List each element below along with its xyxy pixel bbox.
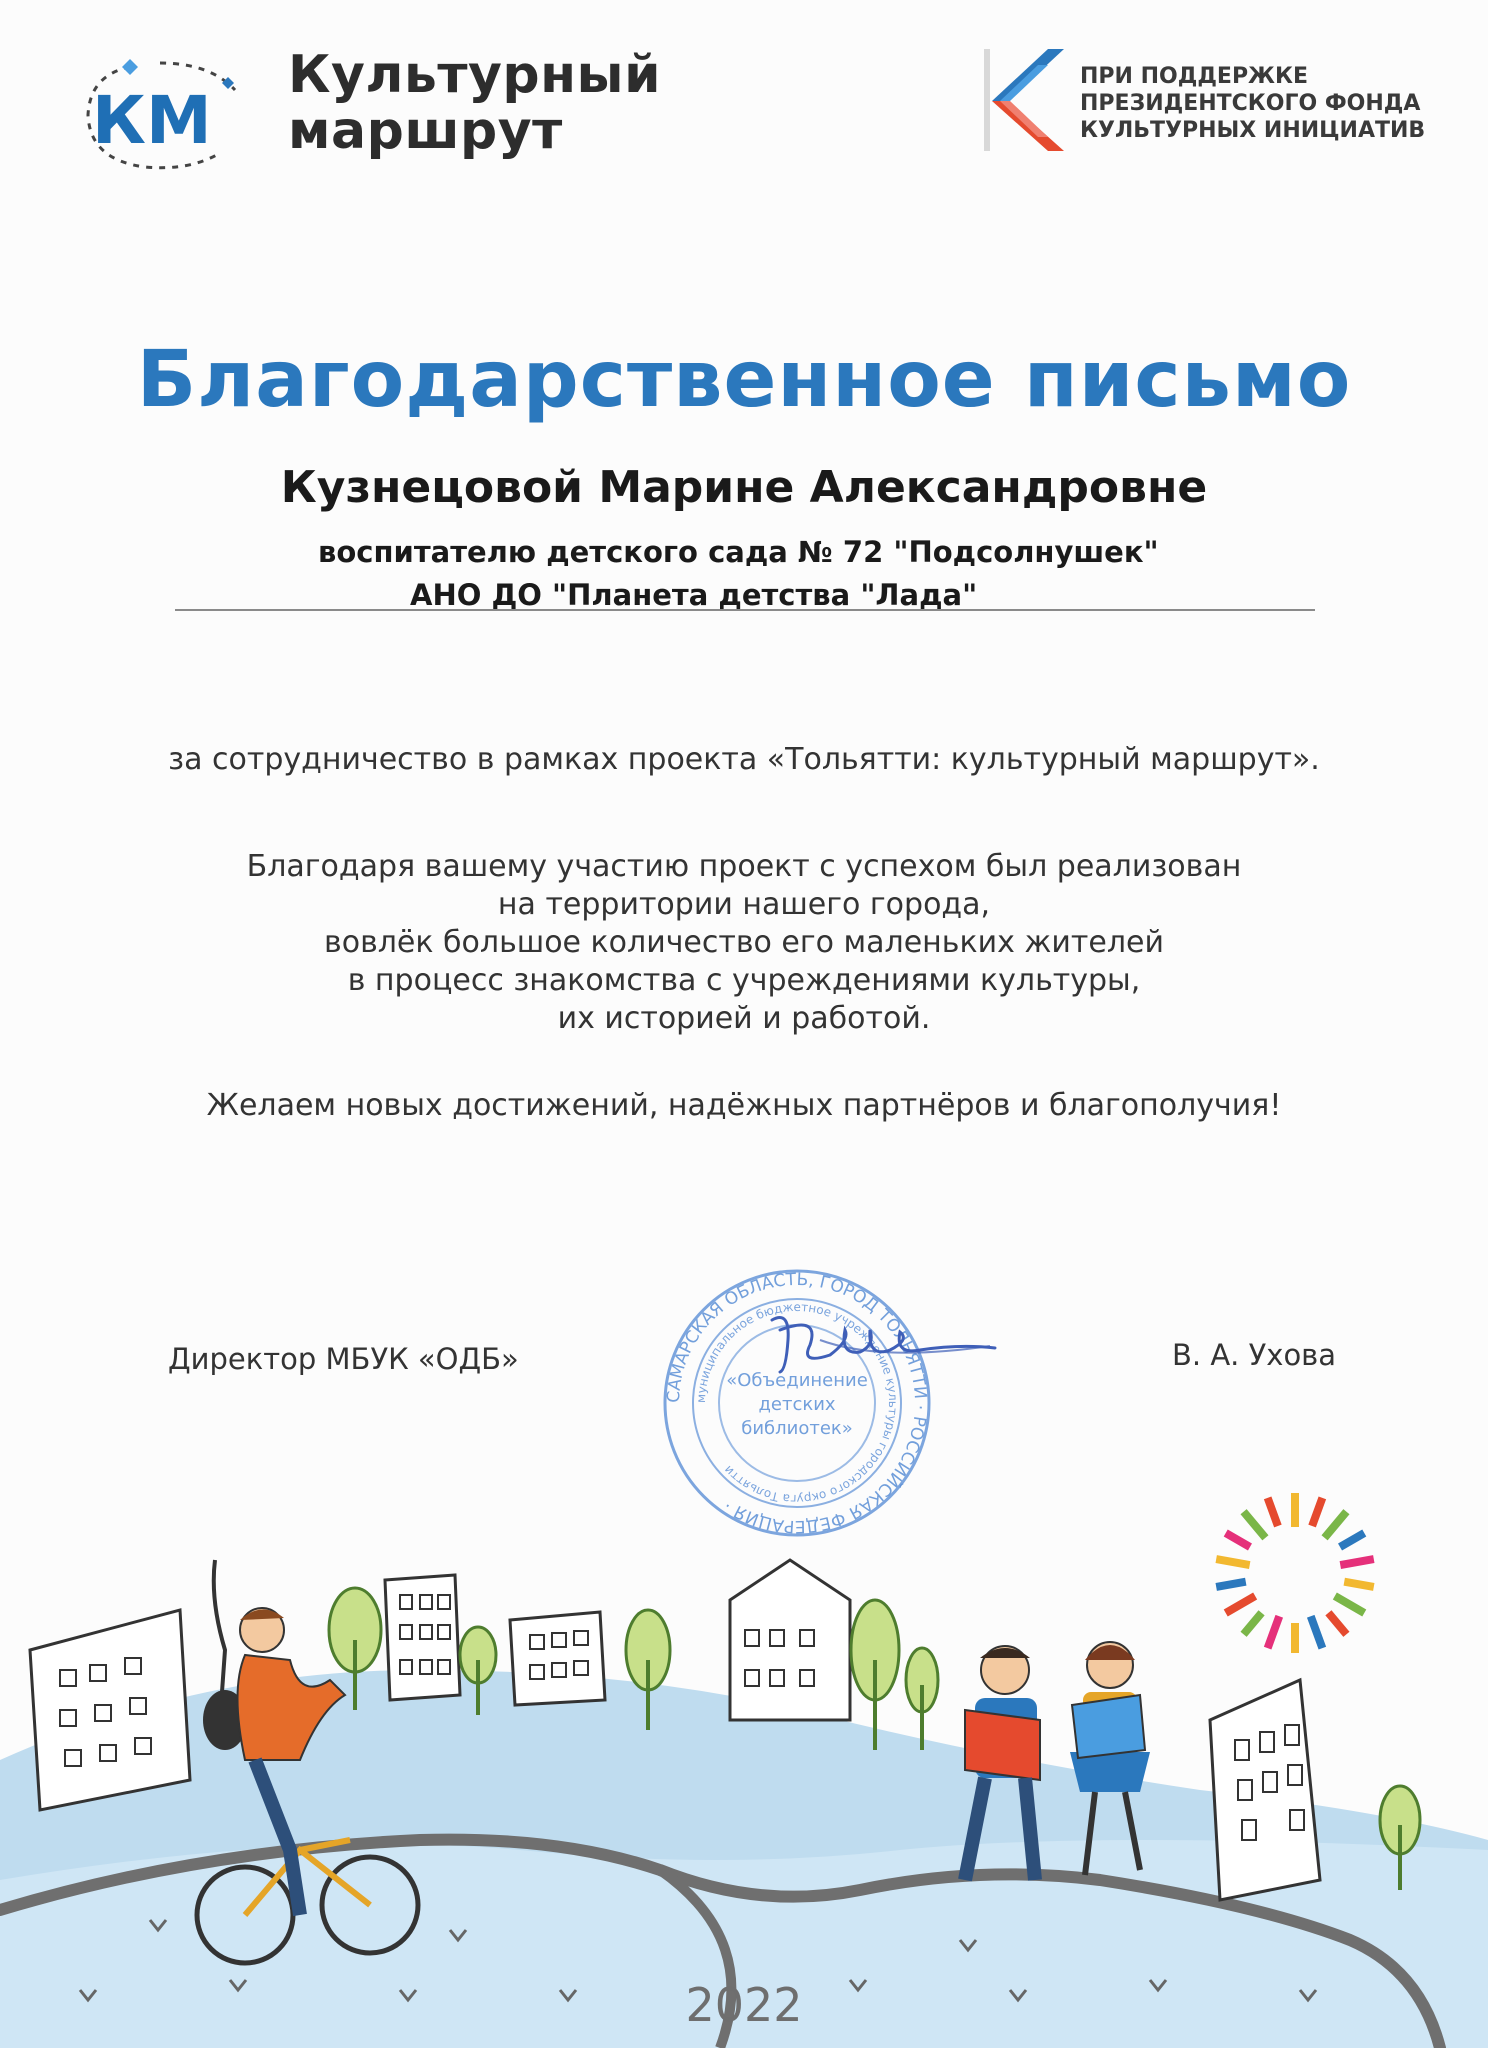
signer-name: В. А. Ухова [1172, 1338, 1337, 1372]
handwritten-signature [760, 1300, 1000, 1390]
letter-body [0, 848, 1488, 1038]
body-line: в процесс знакомства с учреждениями культуры, [347, 963, 1141, 998]
recipient-position-line1: воспитателю детского сада № 72 "Подсолнушек" [318, 535, 1159, 569]
svg-text:САМАРСКАЯ ОБЛАСТЬ, ГОРОД ТОЛЬЯ: САМАРСКАЯ ОБЛАСТЬ, ГОРОД ТОЛЬЯТТИ · РОССИЙСКАЯ ФЕДЕРАЦИЯ · [663, 1269, 931, 1537]
body-line: их историей и работой. [557, 1001, 931, 1036]
recipient-underline [175, 609, 1315, 611]
presidential-fund-logo [978, 45, 1448, 155]
letter-title: Благодарственное письмо [136, 335, 1352, 425]
letter-wishes: Желаем новых достижений, надёжных партнёров и благополучия! [206, 1088, 1282, 1123]
pf-line1: ПРИ ПОДДЕРЖКЕ [1080, 64, 1309, 89]
recipient-name: Кузнецовой Марине Александровне [280, 462, 1208, 513]
km-logo-text [288, 47, 661, 159]
svg-text:библиотек»: библиотек» [741, 1418, 853, 1439]
body-line: Благодаря вашему участию проект с успехом был реализован [246, 849, 1242, 884]
body-line: на территории нашего города, [497, 887, 991, 922]
svg-text:муниципальное бюджетное учрежд: муниципальное бюджетное учреждение культуры городского округа Тольятти [693, 1299, 901, 1507]
thanks-reason: за сотрудничество в рамках проекта «Тольятти: культурный маршрут». [168, 742, 1320, 777]
svg-text:детских: детских [758, 1394, 836, 1415]
body-line: вовлёк большое количество его маленьких жителей [324, 925, 1164, 960]
recipient-position-line2: АНО ДО "Планета детства "Лада" [410, 578, 978, 612]
pf-line2: ПРЕЗИДЕНТСКОГО ФОНДА [1080, 91, 1421, 116]
svg-text:КМ: КМ [92, 82, 212, 159]
km-logo-line2: маршрут [288, 101, 563, 161]
svg-text:«Объединение: «Объединение [726, 1370, 868, 1391]
pf-line3: КУЛЬТУРНЫХ ИНИЦИАТИВ [1080, 118, 1426, 143]
presidential-fund-text [1080, 63, 1425, 144]
city-illustration [0, 1520, 1488, 2048]
km-logo-icon [70, 45, 250, 185]
footer-year: 2022 [685, 1978, 803, 2032]
presidential-fund-icon [978, 45, 1066, 155]
km-logo-line1: Культурный [288, 45, 662, 105]
kulturny-marshrut-logo [70, 45, 662, 185]
director-label: Директор МБУК «ОДБ» [168, 1342, 519, 1376]
